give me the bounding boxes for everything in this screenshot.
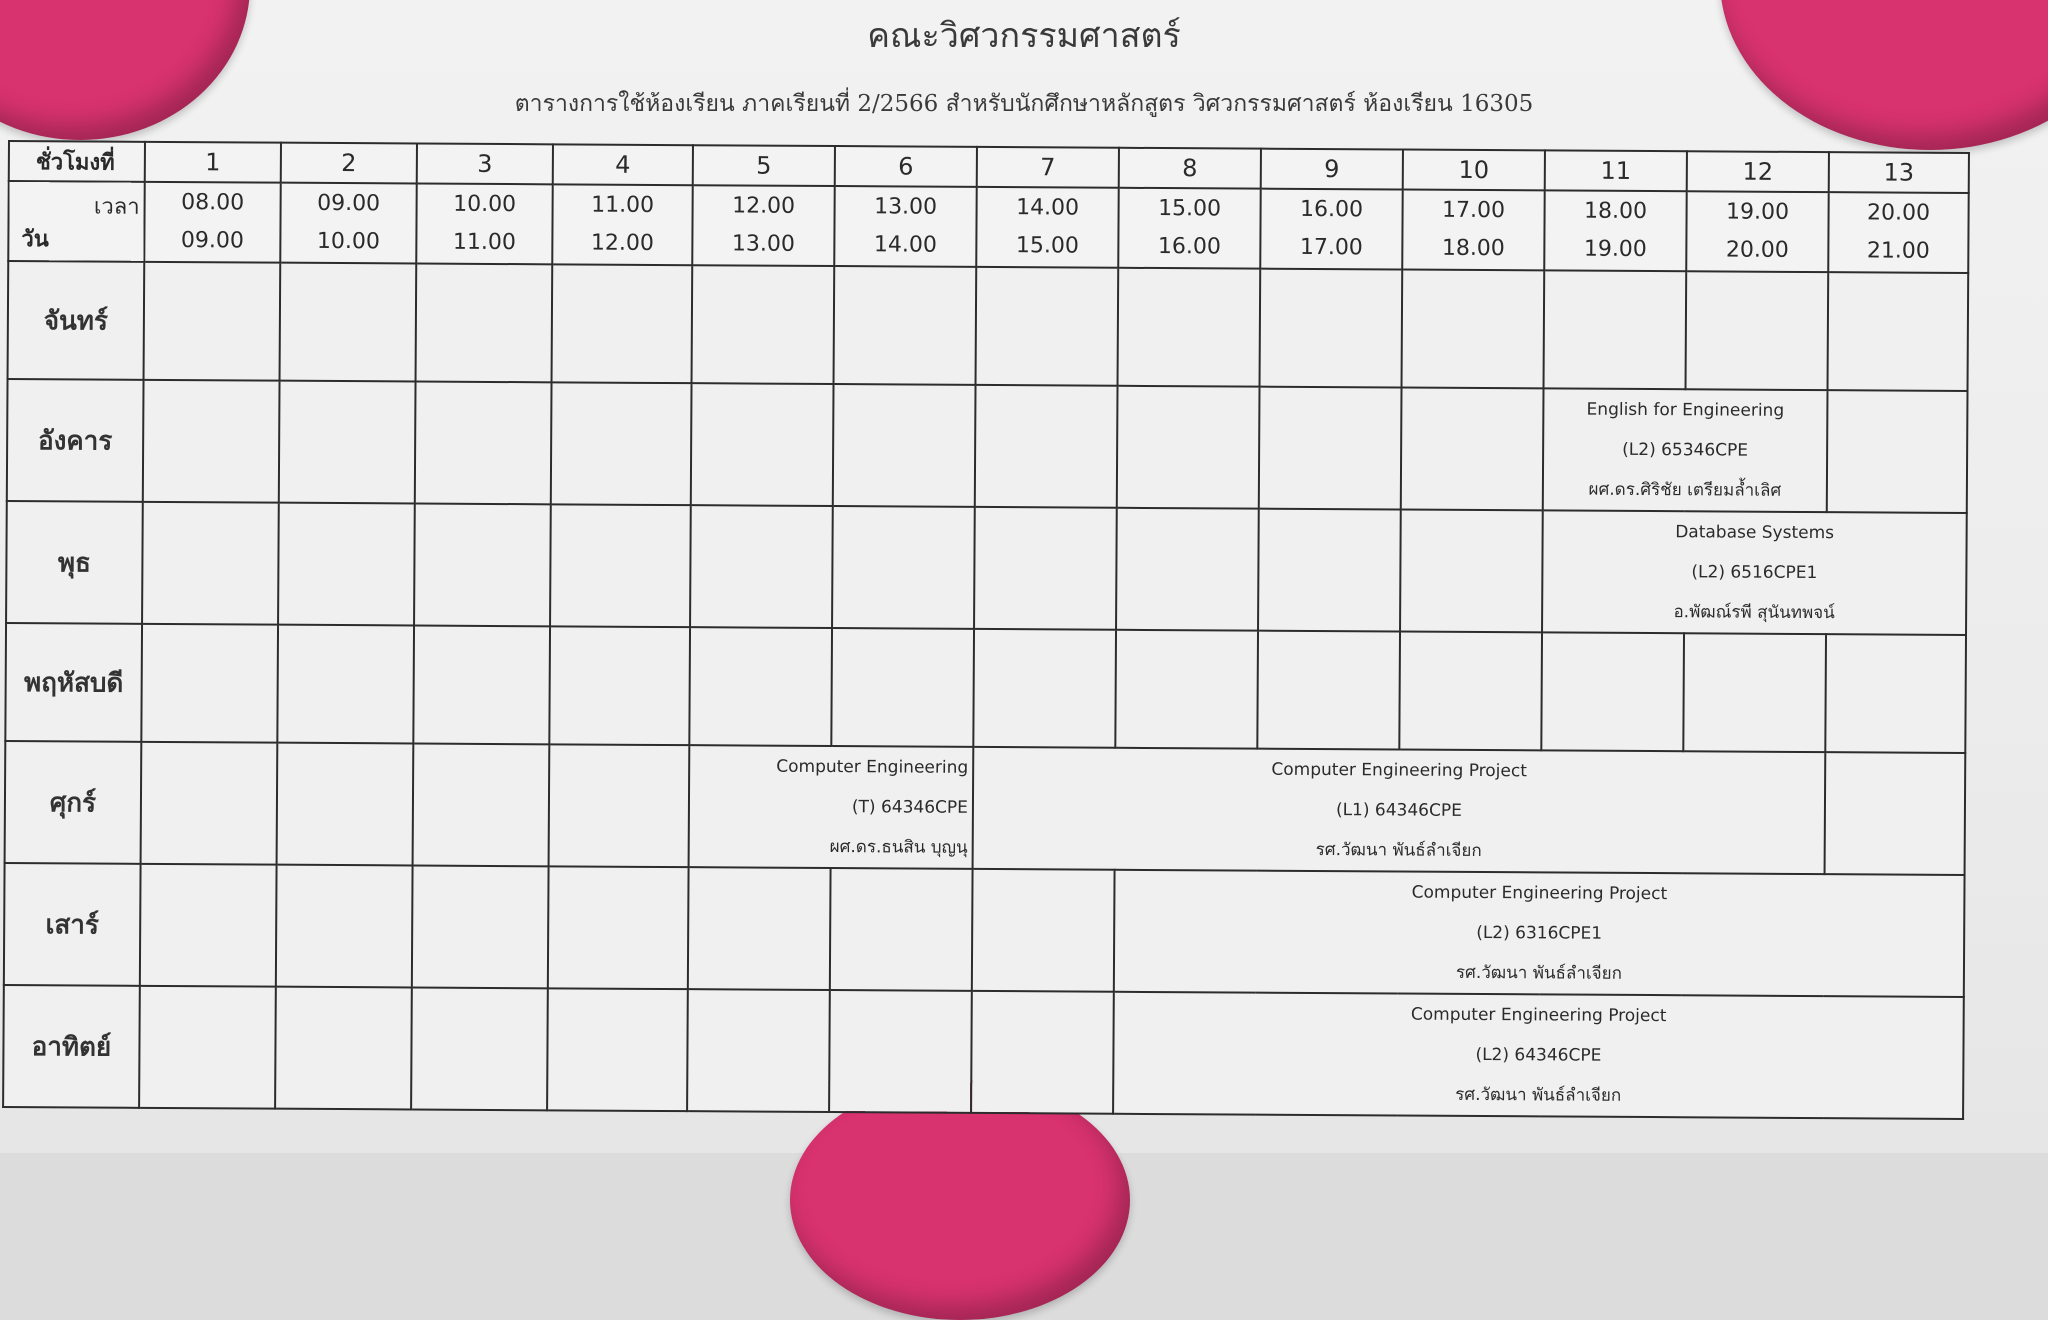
page-title: คณะวิศวกรรมศาสตร์ xyxy=(867,16,1181,56)
course-instructor: ผศ.ดร.ศิริชัย เตรียมล้ำเลิศ xyxy=(1588,479,1782,501)
empty-slot xyxy=(552,264,693,383)
period-cell: 2 xyxy=(281,143,417,184)
time-end: 17.00 xyxy=(1299,234,1363,261)
empty-slot xyxy=(413,743,550,866)
course-block-comp-eng xyxy=(689,745,974,869)
empty-slot xyxy=(1827,390,1968,513)
empty-slot xyxy=(691,383,834,506)
day-cell xyxy=(5,623,142,742)
period-cell: 10 xyxy=(1403,150,1545,191)
empty-slot xyxy=(689,627,832,746)
empty-slot xyxy=(411,987,548,1110)
period-cell: 5 xyxy=(693,145,835,186)
day-name: เสาร์ xyxy=(45,909,99,941)
course-name: Computer Engineering Project xyxy=(1271,759,1527,782)
time-cell xyxy=(416,183,552,264)
course-section: (L2) 6316CPE1 xyxy=(1476,922,1603,944)
empty-slot xyxy=(142,502,279,625)
empty-slot xyxy=(830,868,973,991)
course-section: (L2) 6516CPE1 xyxy=(1691,562,1818,584)
day-row-sunday xyxy=(3,985,1964,1119)
course-block-project-sun xyxy=(1113,992,1964,1119)
time-day-corner xyxy=(8,181,144,262)
time-start: 14.00 xyxy=(1016,195,1080,221)
day-label: วัน xyxy=(21,227,49,253)
empty-slot xyxy=(277,743,414,866)
course-block-project-l1 xyxy=(973,747,1826,874)
course-section: (T) 64346CPE xyxy=(851,797,968,818)
empty-slot xyxy=(1686,271,1829,390)
course-section: (L2) 64346CPE xyxy=(1475,1044,1602,1066)
time-start: 19.00 xyxy=(1726,199,1790,225)
time-end: 21.00 xyxy=(1866,238,1930,264)
time-end: 16.00 xyxy=(1157,234,1221,260)
period-cell: 9 xyxy=(1261,149,1403,190)
day-name: จันทร์ xyxy=(43,305,109,337)
empty-slot xyxy=(275,987,412,1110)
course-instructor: รศ.วัฒนา พันธ์ลำเจียก xyxy=(1455,1084,1622,1106)
time-cell xyxy=(1118,188,1260,269)
time-end: 11.00 xyxy=(452,229,516,256)
day-cell xyxy=(6,501,143,624)
empty-slot xyxy=(831,628,974,747)
time-cell xyxy=(144,182,280,263)
empty-slot xyxy=(1825,752,1966,875)
course-name: English for Engineering xyxy=(1586,399,1785,421)
empty-slot xyxy=(832,506,975,629)
day-row-tuesday xyxy=(7,379,1968,513)
empty-slot xyxy=(276,865,413,988)
empty-slot xyxy=(412,865,549,988)
empty-slot xyxy=(550,504,691,627)
empty-slot xyxy=(972,869,1115,992)
time-cell xyxy=(1402,190,1544,271)
empty-slot xyxy=(141,624,278,743)
day-row-thursday xyxy=(5,623,1966,753)
time-start: 20.00 xyxy=(1867,200,1931,226)
day-name: พฤหัสบดี xyxy=(23,667,124,699)
time-end: 18.00 xyxy=(1441,235,1505,262)
period-cell: 1 xyxy=(145,142,281,183)
day-cell xyxy=(5,741,142,864)
course-name: Computer Engineering Project xyxy=(1410,1004,1667,1027)
time-cell xyxy=(1686,191,1828,272)
empty-slot xyxy=(1541,632,1684,751)
day-cell xyxy=(8,261,145,380)
time-end: 10.00 xyxy=(316,228,380,255)
time-start: 18.00 xyxy=(1584,198,1648,225)
course-instructor: ผศ.ดร.ธนสิน บุญนุ xyxy=(829,837,968,858)
page-subtitle: ตารางการใช้ห้องเรียน ภาคเรียนที่ 2/2566 สำหรับนักศึกษาหลักสูตร วิศวกรรมศาสตร์ ห้องเรียน 16305 xyxy=(514,91,1534,117)
time-start: 10.00 xyxy=(453,191,517,218)
empty-slot xyxy=(549,626,690,745)
day-cell xyxy=(3,985,140,1108)
time-start: 15.00 xyxy=(1158,196,1222,222)
empty-slot xyxy=(415,381,552,504)
time-start: 11.00 xyxy=(591,192,655,218)
time-cell xyxy=(976,187,1118,268)
empty-slot xyxy=(547,988,688,1111)
day-name: พุธ xyxy=(57,547,92,579)
empty-slot xyxy=(971,991,1114,1114)
empty-slot xyxy=(1402,270,1545,389)
empty-slot xyxy=(1115,630,1258,749)
time-start: 12.00 xyxy=(732,193,796,219)
time-start: 13.00 xyxy=(874,194,938,220)
time-end: 20.00 xyxy=(1725,237,1789,263)
period-cell: 4 xyxy=(553,144,693,185)
empty-slot xyxy=(549,744,690,867)
empty-slot xyxy=(1683,633,1826,752)
empty-slot xyxy=(1399,632,1542,751)
empty-slot xyxy=(1825,634,1966,753)
empty-slot xyxy=(834,266,977,385)
empty-slot xyxy=(140,864,277,987)
time-cell xyxy=(1544,190,1686,271)
empty-slot xyxy=(551,382,692,505)
time-start: 08.00 xyxy=(181,190,245,216)
empty-slot xyxy=(548,866,689,989)
day-name: อาทิตย์ xyxy=(31,1031,112,1063)
time-cell xyxy=(1828,192,1968,273)
course-name: Database Systems xyxy=(1675,522,1835,544)
period-label: ชั่วโมงที่ xyxy=(9,141,145,182)
empty-slot xyxy=(1400,510,1543,633)
time-cell xyxy=(280,183,416,264)
empty-slot xyxy=(279,381,416,504)
empty-slot xyxy=(277,625,414,744)
empty-slot xyxy=(688,867,831,990)
period-cell: 11 xyxy=(1545,150,1687,191)
time-end: 14.00 xyxy=(873,232,937,258)
time-header-row xyxy=(8,181,1968,273)
empty-slot xyxy=(141,742,278,865)
empty-slot xyxy=(1401,388,1544,511)
empty-slot xyxy=(692,265,835,384)
day-name: ศุกร์ xyxy=(49,787,97,819)
empty-slot xyxy=(1260,269,1403,388)
empty-slot xyxy=(1116,508,1259,631)
empty-slot xyxy=(414,503,551,626)
course-instructor: รศ.วัฒนา พันธ์ลำเจียก xyxy=(1455,962,1622,984)
empty-slot xyxy=(973,629,1116,748)
empty-slot xyxy=(829,990,972,1113)
empty-slot xyxy=(143,380,280,503)
time-cell xyxy=(1260,189,1402,270)
period-cell: 7 xyxy=(977,147,1119,188)
day-cell xyxy=(4,863,141,986)
period-cell: 8 xyxy=(1119,148,1261,189)
day-row-saturday xyxy=(4,863,1965,997)
empty-slot xyxy=(278,503,415,626)
course-instructor: อ.พัฒณ์รพี สุนันทพจน์ xyxy=(1673,602,1835,624)
empty-slot xyxy=(687,989,830,1112)
empty-slot xyxy=(416,263,553,382)
time-end: 19.00 xyxy=(1583,236,1647,263)
course-block-project-sat xyxy=(1114,870,1965,997)
time-start: 09.00 xyxy=(317,190,381,217)
empty-slot xyxy=(1257,631,1400,750)
empty-slot xyxy=(1544,270,1687,389)
day-name: อังคาร xyxy=(37,425,113,457)
course-name: Computer Engineering xyxy=(776,756,969,778)
empty-slot xyxy=(413,625,550,744)
empty-slot xyxy=(833,384,976,507)
course-name: Computer Engineering Project xyxy=(1411,882,1668,905)
empty-slot xyxy=(1118,268,1261,387)
time-end: 09.00 xyxy=(180,228,244,254)
empty-slot xyxy=(280,263,417,382)
period-cell: 3 xyxy=(417,143,553,184)
day-row-monday xyxy=(8,261,1969,391)
day-cell xyxy=(7,379,144,502)
time-end: 13.00 xyxy=(731,231,795,257)
empty-slot xyxy=(139,986,276,1109)
empty-slot xyxy=(1259,387,1402,510)
empty-slot xyxy=(690,505,833,628)
course-block-english xyxy=(1543,388,1828,512)
time-end: 12.00 xyxy=(590,230,654,256)
schedule-table xyxy=(2,140,1970,1120)
empty-slot xyxy=(1828,272,1969,391)
empty-slot xyxy=(1117,386,1260,509)
time-label: เวลา xyxy=(93,194,140,220)
time-cell xyxy=(552,184,692,265)
empty-slot xyxy=(975,385,1118,508)
period-cell: 12 xyxy=(1687,151,1829,192)
time-start: 17.00 xyxy=(1442,197,1506,224)
empty-slot xyxy=(974,507,1117,630)
time-start: 16.00 xyxy=(1300,196,1364,223)
time-cell xyxy=(692,185,834,266)
empty-slot xyxy=(976,267,1119,386)
course-block-database xyxy=(1542,510,1967,635)
course-section: (L1) 64346CPE xyxy=(1335,800,1462,821)
period-cell: 6 xyxy=(835,146,977,187)
time-end: 15.00 xyxy=(1015,233,1079,259)
time-cell xyxy=(834,186,976,267)
magnet-bottom xyxy=(790,1080,1130,1320)
day-row-friday xyxy=(5,741,1966,875)
day-row-wednesday xyxy=(6,501,1967,635)
period-cell: 13 xyxy=(1829,152,1969,193)
empty-slot xyxy=(144,262,281,381)
empty-slot xyxy=(1258,509,1401,632)
course-section: (L2) 65346CPE xyxy=(1622,439,1749,461)
course-instructor: รศ.วัฒนา พันธ์ลำเจียก xyxy=(1315,840,1482,862)
